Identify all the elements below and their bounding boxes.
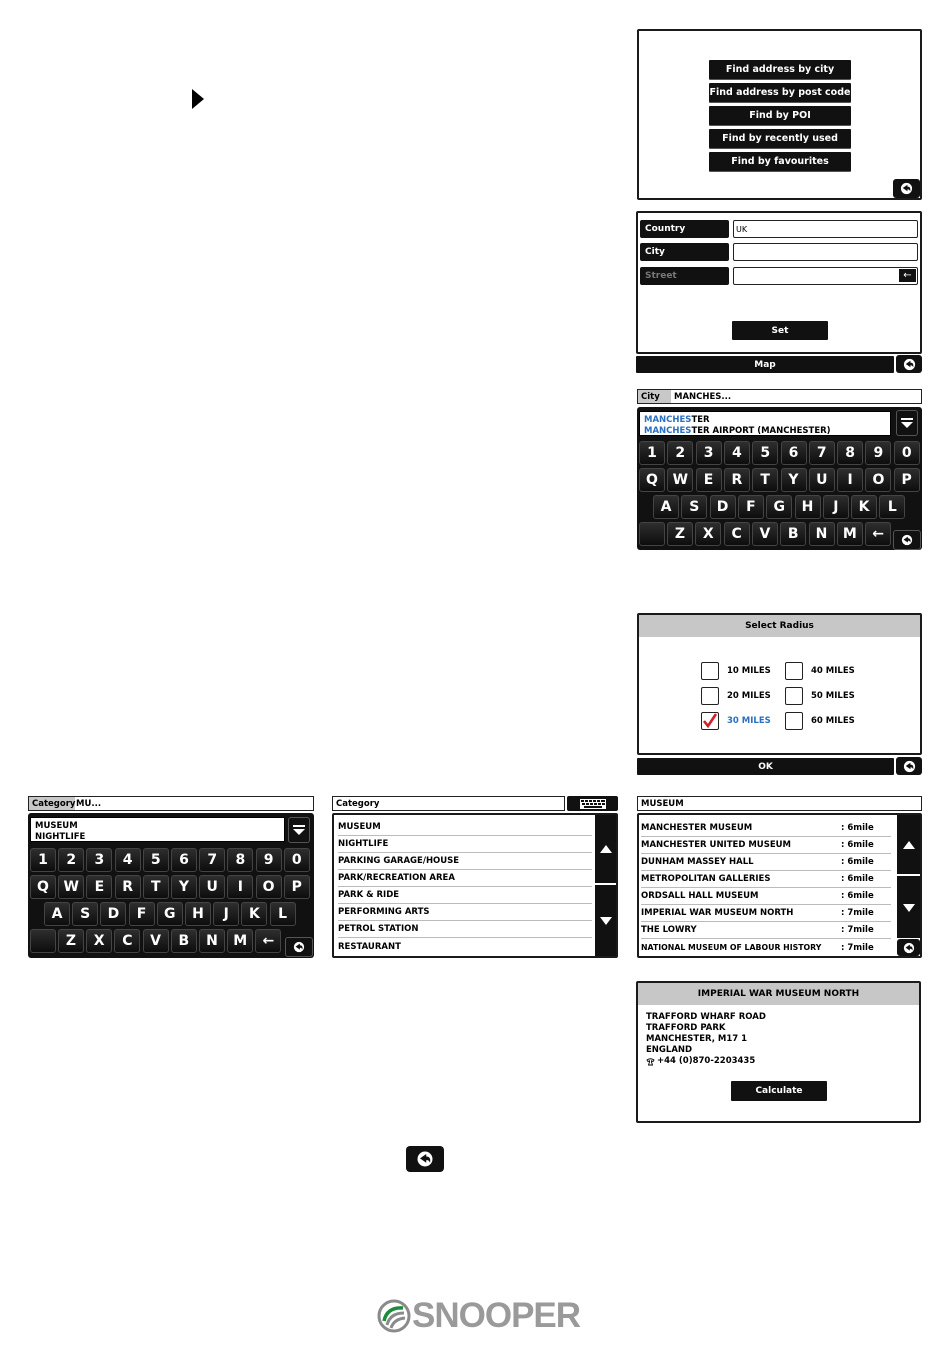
calculate-button[interactable]: Calculate bbox=[731, 1081, 827, 1101]
key-k[interactable]: K bbox=[241, 902, 267, 926]
key-4[interactable]: 4 bbox=[115, 848, 141, 872]
list-item[interactable]: PARKING GARAGE/HOUSE bbox=[338, 853, 592, 870]
find-by-city-button[interactable]: Find address by city bbox=[709, 60, 851, 79]
country-label: Country bbox=[640, 220, 729, 238]
key-3[interactable]: 3 bbox=[696, 441, 722, 465]
city-keyboard bbox=[637, 407, 922, 550]
keyboard-icon bbox=[580, 799, 606, 809]
dropdown-button[interactable] bbox=[896, 410, 918, 436]
find-by-favourites-button[interactable]: Find by favourites bbox=[709, 152, 851, 171]
key-q[interactable]: Q bbox=[639, 468, 665, 492]
back-arrow-icon bbox=[899, 182, 914, 195]
key-p[interactable]: P bbox=[284, 875, 310, 899]
key-y[interactable]: Y bbox=[171, 875, 197, 899]
key-1[interactable]: 1 bbox=[639, 441, 665, 465]
poi-detail-screen bbox=[636, 981, 921, 1123]
key-n[interactable]: N bbox=[809, 522, 835, 546]
back-button[interactable] bbox=[893, 179, 920, 198]
phone-line: +44 (0)870-2203435 bbox=[646, 1056, 766, 1067]
list-scrollbar bbox=[897, 815, 920, 938]
back-arrow-icon bbox=[902, 358, 917, 371]
key-n[interactable]: N bbox=[199, 929, 225, 953]
key-y[interactable]: Y bbox=[781, 468, 807, 492]
key-w[interactable]: W bbox=[58, 875, 84, 899]
key-f[interactable]: F bbox=[129, 902, 155, 926]
key-a[interactable]: A bbox=[653, 495, 679, 519]
table-row[interactable] bbox=[641, 820, 891, 837]
backspace-key[interactable]: ← bbox=[255, 929, 281, 953]
poi-name: MANCHESTER MUSEUM bbox=[641, 823, 753, 833]
scroll-down-button[interactable] bbox=[595, 886, 616, 956]
key-0[interactable]: 0 bbox=[894, 441, 920, 465]
list-item[interactable]: MUSEUM bbox=[35, 821, 78, 831]
table-row[interactable] bbox=[641, 854, 891, 871]
key-7[interactable]: 7 bbox=[199, 848, 225, 872]
list-item[interactable]: MANCHESTER bbox=[644, 415, 710, 425]
phone-icon bbox=[646, 1058, 655, 1066]
poi-name: NATIONAL MUSEUM OF LABOUR HISTORY bbox=[641, 943, 822, 952]
key-8[interactable]: 8 bbox=[837, 441, 863, 465]
backspace-key[interactable]: ← bbox=[865, 522, 891, 546]
key-j[interactable]: J bbox=[823, 495, 849, 519]
chevron-down-icon bbox=[292, 823, 306, 837]
keyboard-toggle-button[interactable] bbox=[567, 796, 618, 811]
category-keyboard bbox=[28, 813, 314, 958]
address-line: TRAFFORD WHARF ROAD bbox=[646, 1012, 766, 1022]
key-g[interactable]: G bbox=[157, 902, 183, 926]
key-t[interactable]: T bbox=[143, 875, 169, 899]
key-z[interactable]: Z bbox=[58, 929, 84, 953]
list-item[interactable]: NIGHTLIFE bbox=[35, 831, 86, 842]
snooper-logo-icon bbox=[377, 1299, 411, 1333]
key-p[interactable]: P bbox=[894, 468, 920, 492]
chevron-up-icon bbox=[903, 841, 915, 849]
list-item[interactable]: MANCHESTER AIRPORT (MANCHESTER) bbox=[644, 425, 831, 436]
snooper-logo bbox=[377, 1298, 580, 1334]
radius-option-label: 20 MILES bbox=[727, 691, 771, 701]
poi-name: THE LOWRY bbox=[641, 925, 697, 935]
find-by-postcode-button[interactable]: Find address by post code bbox=[709, 83, 851, 102]
back-button[interactable] bbox=[893, 530, 921, 550]
key-u[interactable]: U bbox=[199, 875, 225, 899]
museum-list bbox=[637, 813, 922, 958]
key-q[interactable]: Q bbox=[30, 875, 56, 899]
poi-name: METROPOLITAN GALLERIES bbox=[641, 874, 771, 884]
key-9[interactable]: 9 bbox=[256, 848, 282, 872]
key-e[interactable]: E bbox=[86, 875, 112, 899]
poi-distance: : 6mile bbox=[841, 857, 874, 867]
key-f[interactable]: F bbox=[738, 495, 764, 519]
enter-arrow-icon[interactable]: ← bbox=[899, 269, 916, 282]
key-l[interactable]: L bbox=[879, 495, 905, 519]
poi-name: ORDSALL HALL MUSEUM bbox=[641, 891, 759, 901]
key-2[interactable]: 2 bbox=[58, 848, 84, 872]
key-5[interactable]: 5 bbox=[752, 441, 778, 465]
list-item[interactable]: PARK & RIDE bbox=[338, 887, 592, 904]
key-a[interactable]: A bbox=[44, 902, 70, 926]
poi-distance: : 7mile bbox=[841, 908, 874, 918]
poi-name: DUNHAM MASSEY HALL bbox=[641, 857, 754, 867]
category-list-search-label: Category bbox=[336, 798, 380, 809]
address-form-screen bbox=[636, 211, 922, 354]
set-button[interactable]: Set bbox=[732, 321, 828, 340]
key-g[interactable]: G bbox=[766, 495, 792, 519]
poi-distance: : 6mile bbox=[841, 891, 874, 901]
category-list-search-bar[interactable] bbox=[332, 796, 565, 811]
key-v[interactable]: V bbox=[143, 929, 169, 953]
key-b[interactable]: B bbox=[780, 522, 806, 546]
scroll-up-button[interactable] bbox=[897, 815, 920, 876]
blank-key bbox=[30, 929, 56, 953]
radius-checkbox[interactable] bbox=[701, 687, 719, 705]
city-search-label: City bbox=[638, 390, 671, 403]
key-c[interactable]: C bbox=[114, 929, 140, 953]
scroll-down-button[interactable] bbox=[897, 877, 920, 938]
key-s[interactable]: S bbox=[72, 902, 98, 926]
key-r[interactable]: R bbox=[115, 875, 141, 899]
key-l[interactable]: L bbox=[270, 902, 296, 926]
poi-distance: : 6mile bbox=[841, 823, 874, 833]
list-item[interactable]: RESTAURANT bbox=[338, 941, 401, 952]
city-search-value: MANCHES... bbox=[674, 391, 732, 402]
key-x[interactable]: X bbox=[86, 929, 112, 953]
map-button[interactable]: Map bbox=[636, 356, 894, 373]
dropdown-button[interactable] bbox=[288, 817, 310, 843]
key-6[interactable]: 6 bbox=[781, 441, 807, 465]
key-r[interactable]: R bbox=[724, 468, 750, 492]
key-o[interactable]: O bbox=[256, 875, 282, 899]
key-1[interactable]: 1 bbox=[30, 848, 56, 872]
radius-title: Select Radius bbox=[639, 615, 920, 637]
poi-distance: : 6mile bbox=[841, 874, 874, 884]
find-by-poi-button[interactable]: Find by POI bbox=[709, 106, 851, 125]
key-9[interactable]: 9 bbox=[865, 441, 891, 465]
chevron-down-icon bbox=[900, 416, 914, 430]
table-row[interactable] bbox=[641, 871, 891, 888]
back-arrow-icon bbox=[292, 941, 306, 953]
museum-search-value: MUSEUM bbox=[641, 798, 684, 809]
ok-button[interactable]: OK bbox=[637, 758, 894, 775]
key-k[interactable]: K bbox=[851, 495, 877, 519]
radius-checkbox[interactable] bbox=[785, 687, 803, 705]
snooper-logo-text: SNOOPER bbox=[412, 1296, 581, 1335]
list-item[interactable]: PETROL STATION bbox=[338, 921, 592, 938]
chevron-down-icon bbox=[600, 917, 612, 925]
key-u[interactable]: U bbox=[809, 468, 835, 492]
scroll-up-button[interactable] bbox=[595, 815, 616, 885]
street-label: Street bbox=[640, 267, 729, 285]
key-i[interactable]: I bbox=[227, 875, 253, 899]
poi-distance: : 7mile bbox=[841, 925, 874, 935]
list-scrollbar bbox=[595, 815, 616, 956]
key-b[interactable]: B bbox=[171, 929, 197, 953]
address-line: MANCHESTER, M17 1 bbox=[646, 1034, 748, 1044]
back-button[interactable] bbox=[896, 757, 922, 775]
list-item[interactable]: PERFORMING ARTS bbox=[338, 904, 592, 921]
key-m[interactable]: M bbox=[837, 522, 863, 546]
key-h[interactable]: H bbox=[185, 902, 211, 926]
poi-name: IMPERIAL WAR MUSEUM NORTH bbox=[641, 908, 794, 918]
museum-search-bar[interactable] bbox=[637, 796, 922, 811]
radius-option-label: 30 MILES bbox=[727, 716, 771, 726]
key-w[interactable]: W bbox=[667, 468, 693, 492]
city-field[interactable] bbox=[733, 243, 918, 261]
key-7[interactable]: 7 bbox=[809, 441, 835, 465]
key-m[interactable]: M bbox=[227, 929, 253, 953]
chevron-down-icon bbox=[903, 904, 915, 912]
table-row[interactable] bbox=[641, 905, 891, 922]
back-arrow-icon bbox=[900, 534, 914, 546]
city-suggestions[interactable] bbox=[639, 411, 891, 436]
key-z[interactable]: Z bbox=[667, 522, 693, 546]
poi-distance: : 7mile bbox=[841, 942, 874, 953]
poi-address bbox=[646, 1012, 766, 1067]
key-6[interactable]: 6 bbox=[171, 848, 197, 872]
key-i[interactable]: I bbox=[837, 468, 863, 492]
table-row[interactable] bbox=[641, 837, 891, 854]
key-5[interactable]: 5 bbox=[143, 848, 169, 872]
blank-key bbox=[639, 522, 665, 546]
list-item[interactable]: NIGHTLIFE bbox=[338, 836, 592, 853]
key-j[interactable]: J bbox=[213, 902, 239, 926]
radius-checkbox[interactable] bbox=[701, 662, 719, 680]
table-row[interactable] bbox=[641, 939, 891, 956]
key-x[interactable]: X bbox=[695, 522, 721, 546]
key-t[interactable]: T bbox=[752, 468, 778, 492]
right-triangle-icon bbox=[192, 89, 204, 113]
poi-distance: : 6mile bbox=[841, 840, 874, 850]
key-8[interactable]: 8 bbox=[227, 848, 253, 872]
radius-checkbox[interactable] bbox=[785, 712, 803, 730]
list-item[interactable]: PARK/RECREATION AREA bbox=[338, 870, 592, 887]
address-line: TRAFFORD PARK bbox=[646, 1023, 726, 1033]
key-h[interactable]: H bbox=[795, 495, 821, 519]
chevron-up-icon bbox=[600, 845, 612, 853]
country-field[interactable]: UK bbox=[733, 220, 918, 238]
poi-title: IMPERIAL WAR MUSEUM NORTH bbox=[638, 983, 919, 1005]
key-s[interactable]: S bbox=[681, 495, 707, 519]
key-o[interactable]: O bbox=[865, 468, 891, 492]
key-4[interactable]: 4 bbox=[724, 441, 750, 465]
back-button[interactable] bbox=[897, 939, 920, 956]
checkmark-icon bbox=[702, 713, 718, 729]
category-search-label: Category bbox=[29, 797, 75, 810]
key-v[interactable]: V bbox=[752, 522, 778, 546]
radius-option-label: 10 MILES bbox=[727, 666, 771, 676]
back-button[interactable] bbox=[896, 355, 922, 373]
poi-name: MANCHESTER UNITED MUSEUM bbox=[641, 840, 791, 850]
back-button[interactable] bbox=[406, 1146, 444, 1172]
key-3[interactable]: 3 bbox=[86, 848, 112, 872]
back-button[interactable] bbox=[285, 937, 313, 957]
radius-checkbox[interactable] bbox=[701, 712, 719, 730]
back-arrow-icon bbox=[902, 942, 916, 954]
category-search-value: MU... bbox=[76, 798, 102, 809]
list-item[interactable]: MUSEUM bbox=[338, 819, 592, 836]
city-label: City bbox=[640, 243, 729, 261]
radius-option-label: 50 MILES bbox=[811, 691, 855, 701]
back-arrow-icon bbox=[902, 760, 917, 773]
key-0[interactable]: 0 bbox=[284, 848, 310, 872]
key-2[interactable]: 2 bbox=[667, 441, 693, 465]
table-row[interactable] bbox=[641, 922, 891, 939]
city-search-bar[interactable] bbox=[637, 389, 922, 404]
radius-checkbox[interactable] bbox=[785, 662, 803, 680]
find-menu-screen bbox=[637, 29, 922, 200]
table-row[interactable] bbox=[641, 888, 891, 905]
category-search-bar[interactable] bbox=[28, 796, 314, 811]
street-field[interactable] bbox=[733, 267, 918, 285]
key-c[interactable]: C bbox=[724, 522, 750, 546]
radius-option-label: 60 MILES bbox=[811, 716, 855, 726]
category-list bbox=[332, 813, 618, 958]
key-d[interactable]: D bbox=[100, 902, 126, 926]
key-e[interactable]: E bbox=[696, 468, 722, 492]
find-by-recent-button[interactable]: Find by recently used bbox=[709, 129, 851, 148]
key-d[interactable]: D bbox=[710, 495, 736, 519]
back-arrow-icon bbox=[415, 1150, 435, 1168]
radius-option-label: 40 MILES bbox=[811, 666, 855, 676]
address-line: ENGLAND bbox=[646, 1045, 693, 1055]
category-suggestions[interactable] bbox=[30, 817, 285, 842]
select-radius-screen bbox=[637, 613, 922, 755]
